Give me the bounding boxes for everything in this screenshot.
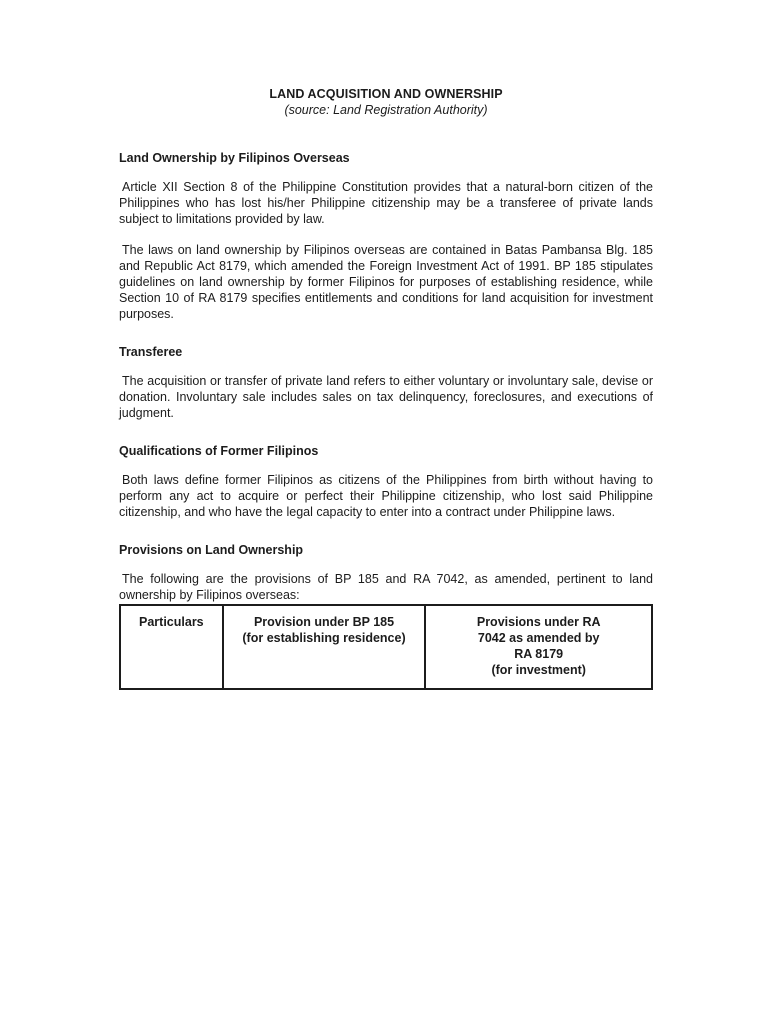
table-header-row [120, 605, 652, 689]
table-header-particulars [120, 605, 223, 689]
section-heading-qualifications: Qualifications of Former Filipinos [119, 444, 319, 458]
section-heading-provisions: Provisions on Land Ownership [119, 543, 304, 557]
table-header-line: Provisions under RA [476, 615, 601, 629]
section-heading-land-ownership: Land Ownership by Filipinos Overseas [119, 151, 350, 165]
provisions-table [119, 604, 653, 690]
table-header-line: 7042 as amended by [477, 631, 600, 645]
paragraph-transferee: The acquisition or transfer of private land refers to either voluntary or involuntary sale, devise or donation. Involuntary sale includes sales on tax delinquency, foreclosures, and executions of judgment. [119, 374, 653, 420]
paragraph-qualifications: Both laws define former Filipinos as citizens of the Philippines from birth without having to perform any act to acquire or perfect their Philippine citizenship, who lost said Philippine citizenship, and who have the legal capacity to enter into a contract under Philippine laws. [119, 473, 653, 519]
table-header-line: (for investment) [491, 663, 586, 677]
paragraph-provisions-intro: The following are the provisions of BP 185 and RA 7042, as amended, pertinent to land ownership by Filipinos overseas: [119, 572, 653, 602]
document-source: (source: Land Registration Authority) [284, 103, 488, 117]
table-header-line: Particulars [139, 615, 204, 629]
table-header-line: RA 8179 [514, 647, 564, 661]
table-header-ra7042 [425, 605, 652, 689]
paragraph-laws: The laws on land ownership by Filipinos overseas are contained in Batas Pambansa Blg. 185 and Republic Act 8179, which amended the Foreign Investment Act of 1991. BP 185 stipulates guidelines on land ownership by former Filipinos for purposes of establishing residence, while Section 10 of RA 8179 specifies entitlements and conditions for land acquisition for investment purposes. [119, 243, 653, 321]
table-header-line: (for establishing residence) [242, 631, 406, 645]
table-header-line: Provision under BP 185 [253, 615, 395, 629]
table-header-bp185 [223, 605, 426, 689]
section-heading-transferee: Transferee [119, 345, 183, 359]
document-title: LAND ACQUISITION AND OWNERSHIP [269, 87, 503, 101]
paragraph-constitution: Article XII Section 8 of the Philippine Constitution provides that a natural-born citizen of the Philippines who has lost his/her Philippine citizenship may be a transferee of private lands subject to limitations provided by law. [119, 180, 653, 226]
